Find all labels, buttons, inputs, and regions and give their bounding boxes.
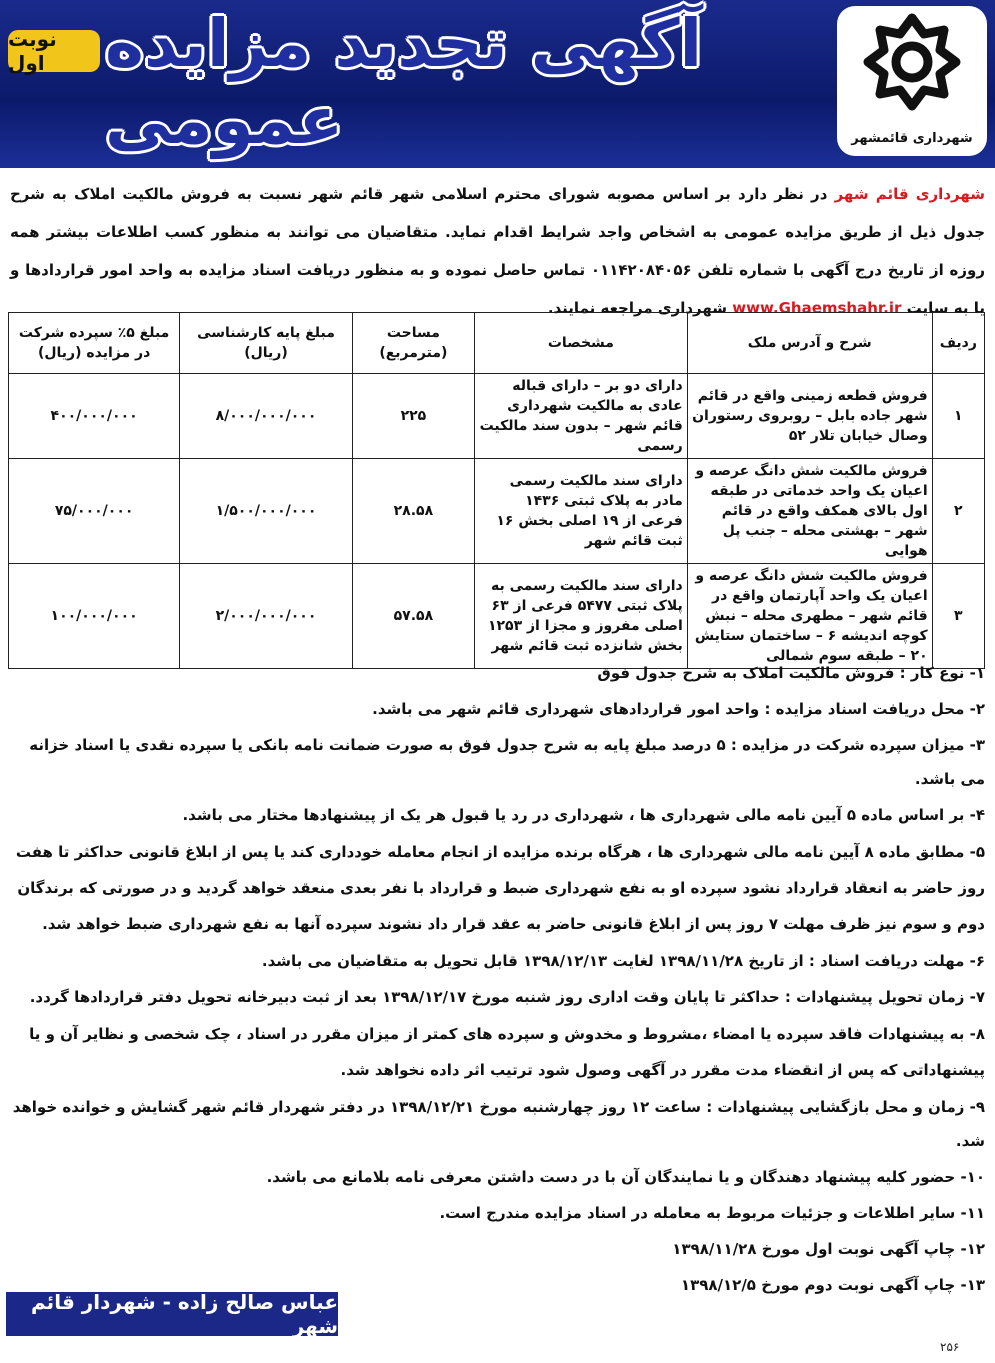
- list-item: ۷- زمان تحویل پیشنهادات : حداکثر تا پایان وقت اداری روز شنبه مورخ ۱۳۹۸/۱۲/۱۷ بعد از ثبت دبیرخانه تحویل دفتر قراردادها گردد.: [29, 988, 985, 1006]
- col-header-specs: مشخصات: [475, 313, 688, 374]
- list-item: ۸- به پیشنهادات فاقد سپرده یا امضاء ،مشروط و مخدوش و سپرده های کمتر از میزان مقرر در اسناد ، چک شخصی و نظایر آن و یا پیشنهاداتی که پس از انقضاء مدت مقرر در آگهی وصول شود ترتیب اثر داده نخواهد شد.: [29, 1025, 985, 1079]
- conditions-list: [8, 656, 985, 1304]
- table-row: [9, 564, 985, 669]
- list-item: ۹- زمان و محل بازگشایی پیشنهادات : ساعت ۱۲ روز چهارشنبه مورخ ۱۳۹۸/۱۲/۲۱ در دفتر شهردار قائم شهر گشایش و خوانده خواهد شد.: [12, 1098, 985, 1150]
- col-header-description: شرح و آدرس ملک: [687, 313, 932, 374]
- deposit-amount: ۴۰۰/۰۰۰/۰۰۰: [9, 374, 180, 459]
- list-item: ۳- میزان سپرده شرکت در مزایده : ۵ درصد مبلغ پایه به شرح جدول فوق به صورت ضمانت نامه بانکی یا سپرده نقدی یا اسناد خزانه می باشد.: [29, 736, 985, 788]
- logo-emblem-icon: [862, 12, 962, 112]
- title-wrap: [105, 5, 805, 159]
- publication-badge: نوبت اول: [8, 30, 100, 72]
- deposit-amount: ۱۰۰/۰۰۰/۰۰۰: [9, 564, 180, 669]
- property-specs: دارای سند مالکیت رسمی به پلاک ثبتی ۵۴۷۷ فرعی از ۶۳ اصلی مفروز و مجزا از ۱۲۵۳ بخش شانزده ثبت قائم شهر: [475, 564, 688, 669]
- page-title: آگهی تجدید مزایده عمومی: [105, 5, 703, 159]
- logo-caption: شهرداری قائمشهر: [851, 131, 973, 146]
- property-area: ۲۲۵: [352, 374, 474, 459]
- municipality-logo: [837, 6, 987, 156]
- intro-text-1: در نظر دارد بر اساس مصوبه شورای محترم اسلامی شهر قائم شهر نسبت به فروش مالکیت املاک به شرح جدول ذیل از طریق مزایده عمومی به اشخاص واجد شرایط اقدام نماید. متقاضیان می توانند به منظور کسب اطلاعات بیشتر همه روزه از تاریخ درج آگهی با شماره تلفن ۰۱۱۴۲۰۸۴۰۵۶ تماس حاصل نموده و به منظور دریافت اسناد مزایده به واحد امور قراردادها و یا به سایت: [10, 185, 985, 317]
- website-link[interactable]: www.Ghaemshahr.ir: [732, 299, 902, 317]
- list-item: ۱۱- سایر اطلاعات و جزئیات مربوط به معامله در اسناد مزایده مندرج است.: [439, 1204, 985, 1222]
- property-description: فروش قطعه زمینی واقع در قائم شهر جاده بابل – روبروی رستوران وصال خیابان تلار ۵۲: [687, 374, 932, 459]
- row-number: ۲: [932, 459, 984, 564]
- base-price: ۲/۰۰۰/۰۰۰/۰۰۰: [180, 564, 352, 669]
- table-row: [9, 459, 985, 564]
- property-area: ۲۸.۵۸: [352, 459, 474, 564]
- list-item: ۱- نوع کار : فروش مالکیت املاک به شرح جدول فوق: [597, 664, 985, 682]
- col-header-base-price: مبلغ پایه کارشناسی (ریال): [180, 313, 352, 374]
- table-header-row: [9, 313, 985, 374]
- intro-text-2: شهرداری مراجعه نمایند.: [547, 299, 728, 317]
- property-description: فروش مالکیت شش دانگ عرصه و اعیان یک واحد آپارتمان واقع در قائم شهر – مطهری محله – نبش کوچه اندیشه ۶ – ساختمان ستایش ۲۰ – طبقه سوم شمالی: [687, 564, 932, 669]
- properties-table: [8, 312, 985, 669]
- signature-banner: عباس صالح زاده - شهردار قائم شهر: [6, 1292, 338, 1336]
- property-description: فروش مالکیت شش دانگ عرصه و اعیان یک واحد خدماتی در طبقه اول بالای همکف واقع در قائم شهر – بهشتی محله – جنب پل هوایی: [687, 459, 932, 564]
- table-row: [9, 374, 985, 459]
- col-header-deposit: مبلغ ۵٪ سپرده شرکت در مزایده (ریال): [9, 313, 180, 374]
- col-header-area: مساحت (مترمربع): [352, 313, 474, 374]
- property-specs: دارای سند مالکیت رسمی مادر به پلاک ثبتی ۱۴۳۶ فرعی از ۱۹ اصلی بخش ۱۶ ثبت قائم شهر: [475, 459, 688, 564]
- list-item: ۶- مهلت دریافت اسناد : از تاریخ ۱۳۹۸/۱۱/۲۸ لغایت ۱۳۹۸/۱۲/۱۳ قابل تحویل به متقاضیان می باشد.: [261, 952, 985, 970]
- property-specs: دارای دو بر – دارای قباله عادی به مالکیت شهرداری قائم شهر – بدون سند مالکیت رسمی: [475, 374, 688, 459]
- org-name: شهرداری قائم شهر: [834, 185, 985, 203]
- deposit-amount: ۷۵/۰۰۰/۰۰۰: [9, 459, 180, 564]
- header-banner: [0, 0, 995, 168]
- row-number: ۱: [932, 374, 984, 459]
- row-number: ۳: [932, 564, 984, 669]
- list-item: ۱۳- چاپ آگهی نوبت دوم مورخ ۱۳۹۸/۱۲/۵: [680, 1276, 985, 1294]
- intro-paragraph: [10, 175, 985, 327]
- base-price: ۸/۰۰۰/۰۰۰/۰۰۰: [180, 374, 352, 459]
- base-price: ۱/۵۰۰/۰۰۰/۰۰۰: [180, 459, 352, 564]
- list-item: ۵- مطابق ماده ۸ آیین نامه مالی شهرداری ها ، هرگاه برنده مزایده از انجام معامله خودداری کند یا پس از ابلاغ قانونی حداکثر تا هفت روز حاضر به انعقاد قرارداد نشود سپرده او به نفع شهرداری ضبط و قرارداد با نفر بعدی منعقد خواهد گردید و در صورتی که برندگان دوم و سوم نیز ظرف مهلت ۷ روز پس از ابلاغ قانونی حاضر به عقد قرار داد نشوند سپرده آنها به نفع شهرداری ضبط خواهد شد.: [15, 843, 985, 933]
- page-number: ۲۵۶: [940, 1340, 960, 1354]
- col-header-row-no: ردیف: [932, 313, 984, 374]
- property-area: ۵۷.۵۸: [352, 564, 474, 669]
- list-item: ۴- بر اساس ماده ۵ آیین نامه مالی شهرداری ها ، شهرداری در رد یا قبول هر یک از پیشنهادها مختار می باشد.: [182, 806, 985, 824]
- list-item: ۲- محل دریافت اسناد مزایده : واحد امور قراردادهای شهرداری قائم شهر می باشد.: [372, 700, 985, 718]
- list-item: ۱۰- حضور کلیه پیشنهاد دهندگان و یا نمایندگان آن با در دست داشتن معرفی نامه بلامانع می باشد.: [266, 1168, 985, 1186]
- list-item: ۱۲- چاپ آگهی نوبت اول مورخ ۱۳۹۸/۱۱/۲۸: [672, 1240, 985, 1258]
